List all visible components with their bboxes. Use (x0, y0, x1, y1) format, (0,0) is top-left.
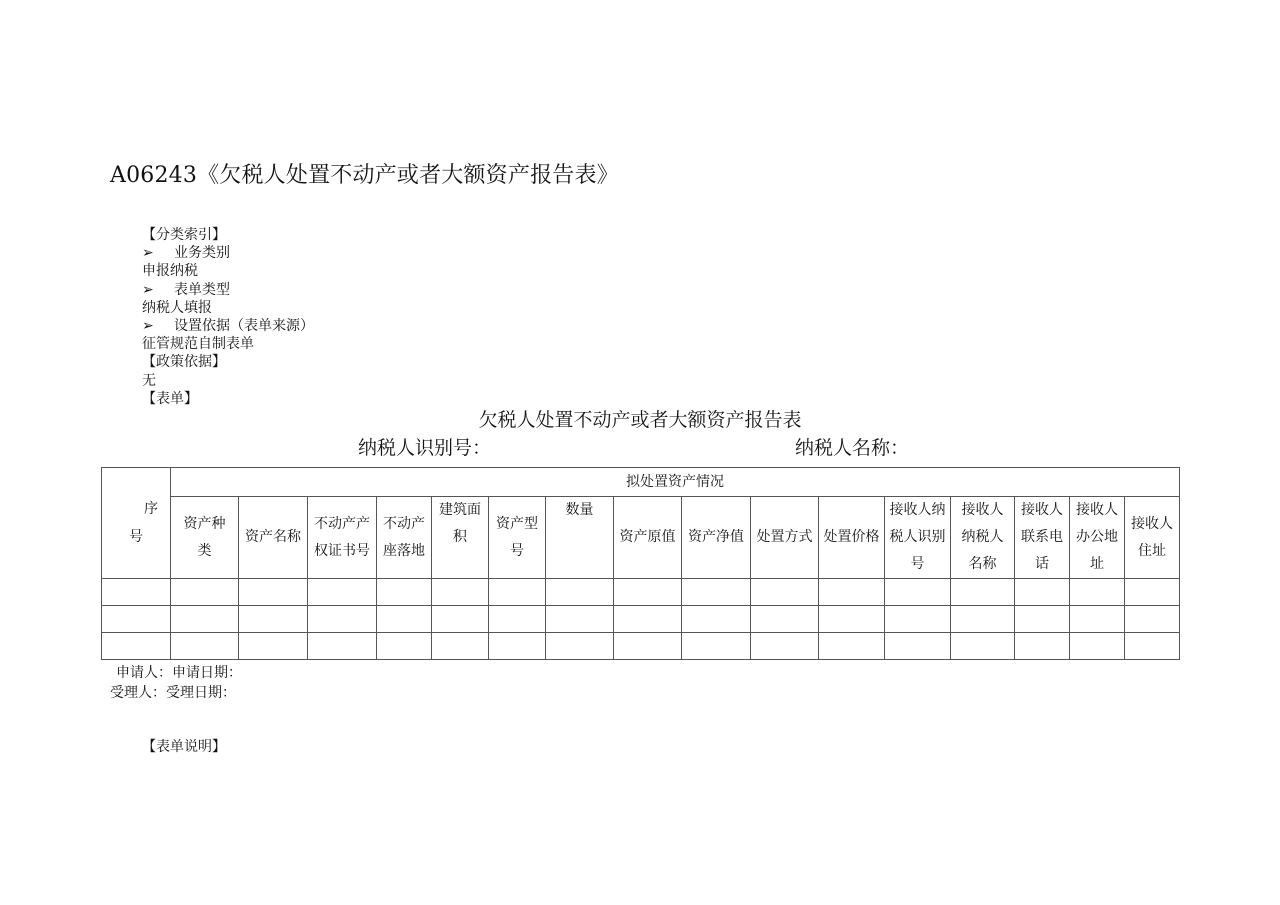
business-type-item (142, 244, 314, 262)
header-text: 建筑面 (439, 502, 481, 518)
seq-line-2: 号 (129, 529, 143, 545)
taxpayer-name-label: 纳税人名称： (795, 437, 910, 459)
header-text: 纳税人 (961, 529, 1004, 545)
col-header-disposal-method: 处置方式 (751, 497, 819, 579)
table-row (102, 606, 1180, 633)
table-cell[interactable] (819, 579, 885, 606)
table-cell[interactable] (614, 633, 682, 660)
table-cell[interactable] (751, 633, 819, 660)
form-notes-heading: 【表单说明】 (142, 739, 226, 755)
table-cell[interactable] (489, 579, 546, 606)
table-cell[interactable] (1070, 579, 1125, 606)
header-text: 联系电 (1021, 529, 1063, 545)
col-header-original-value: 资产原值 (614, 497, 682, 579)
group-header-planned-assets: 拟处置资产情况 (171, 468, 1180, 497)
header-text: 接收人 (1021, 502, 1063, 518)
table-cell[interactable] (432, 633, 489, 660)
header-text: 不动产产 (314, 515, 370, 532)
col-header-asset-type (171, 497, 239, 579)
policy-value: 无 (142, 372, 156, 389)
table-cell[interactable] (885, 606, 951, 633)
basis-item (142, 317, 314, 335)
col-header-receiver-phone (1015, 497, 1070, 579)
table-cell[interactable] (951, 606, 1015, 633)
table-cell[interactable] (751, 606, 819, 633)
table-cell[interactable] (171, 606, 239, 633)
document-title: A06243《欠税人处置不动产或者大额资产报告表》 (110, 163, 619, 188)
table-cell[interactable] (102, 633, 171, 660)
header-text: 税人识别 (889, 529, 946, 545)
business-type-label: 业务类别 (174, 245, 230, 262)
table-cell[interactable] (308, 579, 377, 606)
table-cell[interactable] (239, 579, 308, 606)
table-cell[interactable] (239, 633, 308, 660)
header-text: 址 (1090, 556, 1104, 572)
header-text: 接收人纳 (889, 502, 946, 518)
form-title: 欠税人处置不动产或者大额资产报告表 (478, 409, 802, 431)
col-header-seq (102, 468, 171, 579)
header-text: 办公地 (1076, 529, 1118, 545)
col-header-asset-model (489, 497, 546, 579)
business-type-value: 申报纳税 (142, 263, 198, 280)
table-cell[interactable] (546, 606, 614, 633)
col-header-disposal-price: 处置价格 (819, 497, 885, 579)
table-cell[interactable] (171, 633, 239, 660)
col-header-quantity: 数量 (546, 497, 614, 579)
col-header-receiver-name (951, 497, 1015, 579)
header-text: 号 (510, 542, 524, 559)
col-header-asset-name: 资产名称 (239, 497, 308, 579)
basis-value: 征管规范自制表单 (142, 336, 254, 353)
header-text: 积 (453, 529, 467, 545)
table-cell[interactable] (546, 633, 614, 660)
table-cell[interactable] (546, 579, 614, 606)
header-text: 接收人 (961, 502, 1004, 518)
table-cell[interactable] (819, 633, 885, 660)
table-cell[interactable] (432, 606, 489, 633)
header-text: 接收人 (1131, 515, 1173, 532)
category-index-heading: 【分类索引】 (142, 227, 226, 243)
table-cell[interactable] (377, 606, 432, 633)
header-text: 接收人 (1076, 502, 1118, 518)
basis-label: 设置依据（表单来源） (174, 317, 314, 334)
table-cell[interactable] (819, 606, 885, 633)
table-cell[interactable] (308, 633, 377, 660)
col-header-receiver-tax-id (885, 497, 951, 579)
form-type-label: 表单类型 (174, 281, 230, 298)
table-cell[interactable] (1015, 579, 1070, 606)
table-cell[interactable] (171, 579, 239, 606)
table-cell[interactable] (1125, 579, 1180, 606)
table-cell[interactable] (432, 579, 489, 606)
form-type-value: 纳税人填报 (142, 299, 212, 316)
category-index (142, 226, 314, 408)
col-header-property-cert (308, 497, 377, 579)
table-cell[interactable] (951, 633, 1015, 660)
header-text: 权证书号 (314, 542, 370, 559)
col-header-net-value: 资产净值 (682, 497, 751, 579)
asset-report-table (101, 467, 1180, 660)
header-text: 资产种 (183, 515, 226, 532)
table-cell[interactable] (1015, 606, 1070, 633)
arrow-bullet-icon: ➢ (142, 281, 154, 298)
col-header-building-area (432, 497, 489, 579)
header-text: 话 (1035, 556, 1049, 572)
header-text: 资产型 (496, 515, 538, 532)
header-text: 类 (197, 542, 212, 559)
seq-line-1: 序 (144, 501, 158, 517)
arrow-bullet-icon: ➢ (142, 245, 154, 262)
form-heading: 【表单】 (142, 390, 198, 407)
table-cell[interactable] (885, 579, 951, 606)
table-cell[interactable] (1015, 633, 1070, 660)
header-text: 住址 (1138, 542, 1166, 559)
table-cell[interactable] (1125, 606, 1180, 633)
form-type-item (142, 281, 314, 299)
taxpayer-id-label: 纳税人识别号： (358, 437, 492, 459)
col-header-receiver-address (1125, 497, 1180, 579)
table-cell[interactable] (885, 633, 951, 660)
table-cell[interactable] (489, 633, 546, 660)
header-text: 号 (910, 556, 925, 572)
applicant-line: 申请人：申请日期： (116, 665, 242, 681)
table-cell[interactable] (308, 606, 377, 633)
header-text: 名称 (968, 556, 997, 572)
table-cell[interactable] (239, 606, 308, 633)
table-cell[interactable] (682, 606, 751, 633)
table-cell[interactable] (1125, 633, 1180, 660)
table-cell[interactable] (1070, 606, 1125, 633)
header-text: 座落地 (383, 542, 425, 559)
policy-heading: 【政策依据】 (142, 354, 226, 371)
receiver-line: 受理人：受理日期： (110, 685, 236, 701)
col-header-property-location (377, 497, 432, 579)
table-cell[interactable] (751, 579, 819, 606)
table-row (102, 633, 1180, 660)
header-text: 不动产 (383, 515, 425, 532)
table-cell[interactable] (682, 633, 751, 660)
table-cell[interactable] (377, 579, 432, 606)
arrow-bullet-icon: ➢ (142, 317, 154, 334)
table-cell[interactable] (489, 606, 546, 633)
table-cell[interactable] (614, 579, 682, 606)
table-cell[interactable] (102, 579, 171, 606)
table-cell[interactable] (951, 579, 1015, 606)
table-cell[interactable] (377, 633, 432, 660)
col-header-receiver-office (1070, 497, 1125, 579)
table-cell[interactable] (614, 606, 682, 633)
table-cell[interactable] (1070, 633, 1125, 660)
table-cell[interactable] (102, 606, 171, 633)
table-row (102, 579, 1180, 606)
table-cell[interactable] (682, 579, 751, 606)
